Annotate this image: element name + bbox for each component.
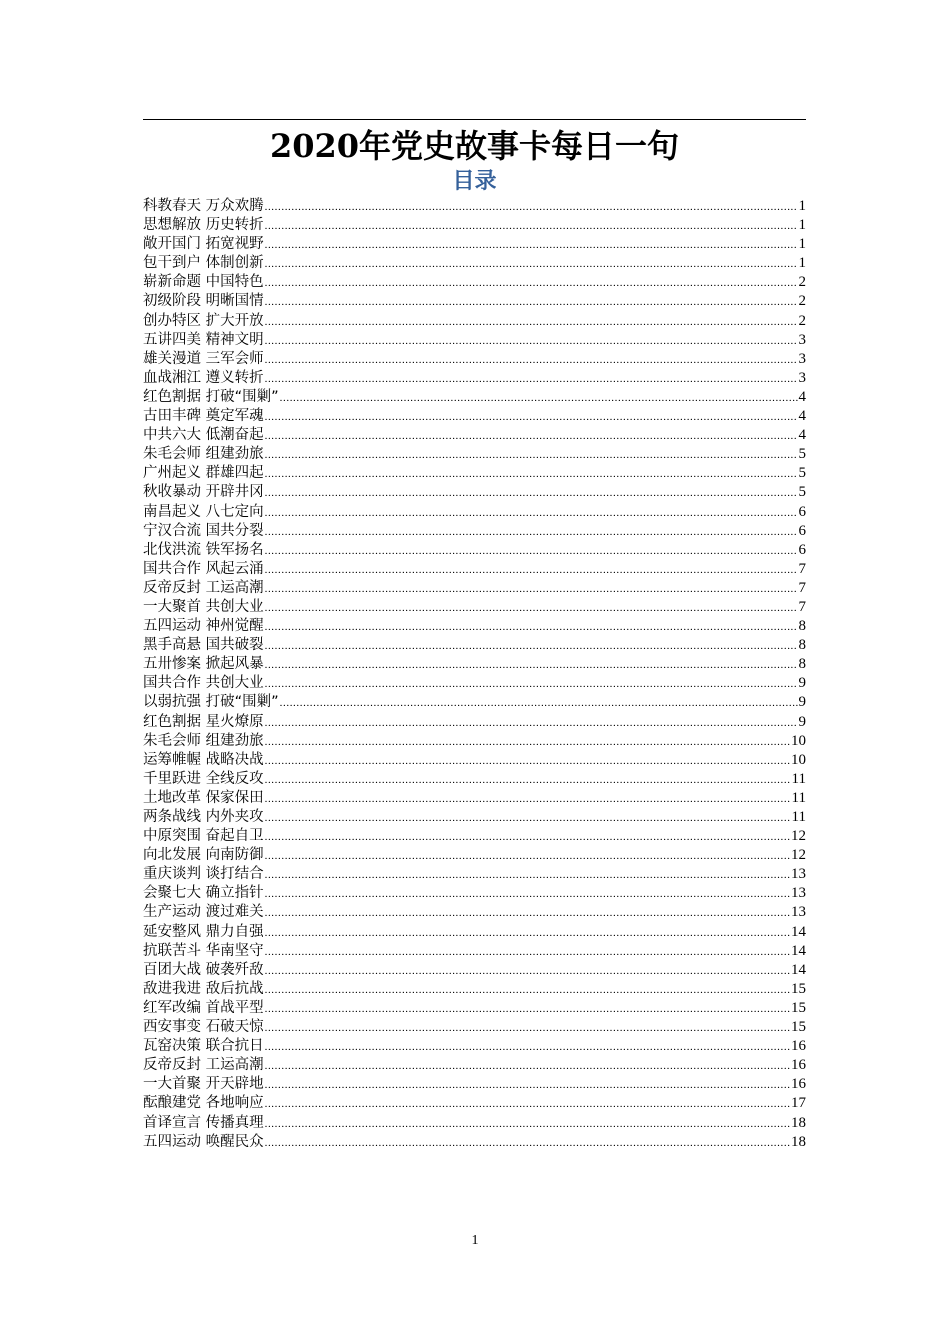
toc-entry-page: 5 xyxy=(798,446,806,463)
toc-dot-leader xyxy=(265,790,791,809)
toc-entry-label: 五四运动 唤醒民众 xyxy=(143,1133,264,1150)
toc-entry[interactable] xyxy=(143,522,806,541)
toc-entry-page: 3 xyxy=(798,369,806,386)
toc-dot-leader xyxy=(265,446,798,465)
toc-entry[interactable] xyxy=(143,846,806,865)
toc-entry-label: 初级阶段 明晰国情 xyxy=(143,293,264,310)
toc-entry[interactable] xyxy=(143,292,806,311)
toc-entry[interactable] xyxy=(143,1114,806,1133)
toc-dot-leader xyxy=(265,618,798,637)
toc-entry[interactable] xyxy=(143,426,806,445)
document-title: 2020年党史故事卡每日一句 xyxy=(269,127,680,165)
toc-entry-page: 11 xyxy=(791,789,806,806)
toc-dot-leader xyxy=(265,313,798,332)
toc-entry-label: 会聚七大 确立指针 xyxy=(143,885,264,902)
toc-entry-page: 2 xyxy=(798,312,806,329)
toc-entry[interactable] xyxy=(143,560,806,579)
toc-entry-page: 13 xyxy=(791,866,806,883)
toc-dot-leader xyxy=(280,389,798,408)
toc-entry[interactable] xyxy=(143,388,806,407)
toc-entry[interactable] xyxy=(143,369,806,388)
toc-entry[interactable] xyxy=(143,216,806,235)
toc-dot-leader xyxy=(265,351,798,370)
toc-entry-page: 4 xyxy=(798,408,806,425)
toc-entry-label: 红色割据 打破“围剿” xyxy=(143,388,279,405)
toc-entry-page: 15 xyxy=(791,999,806,1016)
toc-entry[interactable] xyxy=(143,903,806,922)
toc-entry-label: 朱毛会师 组建劲旅 xyxy=(143,446,264,463)
toc-entry-page: 10 xyxy=(791,732,806,749)
toc-entry-label: 五讲四美 精神文明 xyxy=(143,331,264,348)
toc-entry-label: 百团大战 破袭歼敌 xyxy=(143,961,264,978)
toc-dot-leader xyxy=(265,255,798,274)
toc-entry-page: 16 xyxy=(791,1038,806,1055)
toc-entry[interactable] xyxy=(143,1056,806,1075)
toc-dot-leader xyxy=(265,1057,790,1076)
toc-entry-page: 15 xyxy=(791,980,806,997)
toc-entry[interactable] xyxy=(143,312,806,331)
toc-dot-leader xyxy=(265,198,798,217)
toc-entry-page: 9 xyxy=(798,694,806,711)
toc-entry[interactable] xyxy=(143,732,806,751)
toc-entry-page: 2 xyxy=(798,274,806,291)
toc-entry-label: 敞开国门 拓宽视野 xyxy=(143,236,264,253)
toc-entry-label: 创办特区 扩大开放 xyxy=(143,312,264,329)
toc-dot-leader xyxy=(265,523,798,542)
toc-entry-label: 反帝反封 工运高潮 xyxy=(143,1057,264,1074)
toc-entry-page: 9 xyxy=(798,713,806,730)
toc-entry-label: 反帝反封 工运高潮 xyxy=(143,579,264,596)
toc-dot-leader xyxy=(265,809,791,828)
toc-dot-leader xyxy=(265,504,798,523)
toc-dot-leader xyxy=(265,1076,790,1095)
toc-entry-label: 以弱抗强 打破“围剿” xyxy=(143,694,279,711)
toc-entry-page: 8 xyxy=(798,637,806,654)
toc-entry[interactable] xyxy=(143,980,806,999)
toc-dot-leader xyxy=(265,1038,790,1057)
toc-entry-label: 南昌起义 八七定向 xyxy=(143,503,264,520)
toc-entry-page: 5 xyxy=(798,465,806,482)
toc-entry-page: 17 xyxy=(791,1095,806,1112)
toc-entry-label: 国共合作 风起云涌 xyxy=(143,560,264,577)
header-rule xyxy=(143,119,806,120)
toc-entry[interactable] xyxy=(143,808,806,827)
toc-entry-label: 雄关漫道 三军会师 xyxy=(143,350,264,367)
toc-entry[interactable] xyxy=(143,999,806,1018)
toc-dot-leader xyxy=(265,675,798,694)
toc-entry[interactable] xyxy=(143,464,806,483)
toc-entry-page: 11 xyxy=(791,809,806,825)
toc-entry-label: 朱毛会师 组建劲旅 xyxy=(143,732,264,749)
toc-entry[interactable] xyxy=(143,579,806,598)
toc-entry-label: 血战湘江 遵义转折 xyxy=(143,369,264,386)
toc-dot-leader xyxy=(265,236,798,255)
toc-entry-label: 北伐洪流 铁军扬名 xyxy=(143,541,264,558)
toc-entry-page: 12 xyxy=(791,847,806,864)
toc-entry[interactable] xyxy=(143,1075,806,1094)
toc-entry-label: 黑手高悬 国共破裂 xyxy=(143,637,264,654)
toc-entry-label: 国共合作 共创大业 xyxy=(143,675,264,692)
toc-entry-label: 五卅惨案 掀起风暴 xyxy=(143,656,264,673)
toc-dot-leader xyxy=(265,962,790,981)
toc-dot-leader xyxy=(280,694,798,713)
toc-entry[interactable] xyxy=(143,483,806,502)
toc-entry-label: 宁汉合流 国共分裂 xyxy=(143,522,264,539)
toc-entry[interactable] xyxy=(143,331,806,350)
toc-dot-leader xyxy=(265,293,798,312)
toc-dot-leader xyxy=(265,274,798,293)
toc-entry[interactable] xyxy=(143,1018,806,1037)
toc-entry[interactable] xyxy=(143,923,806,942)
toc-dot-leader xyxy=(265,465,798,484)
toc-entry-label: 红军改编 首战平型 xyxy=(143,999,264,1016)
toc-entry[interactable] xyxy=(143,961,806,980)
toc-entry-page: 18 xyxy=(791,1133,806,1150)
toc-entry-label: 首译宣言 传播真理 xyxy=(143,1114,264,1131)
toc-dot-leader xyxy=(265,981,790,1000)
toc-dot-leader xyxy=(265,370,798,389)
toc-entry-page: 4 xyxy=(798,388,806,405)
toc-entry-page: 5 xyxy=(798,484,806,501)
toc-entry-page: 18 xyxy=(791,1114,806,1131)
toc-entry-page: 8 xyxy=(798,656,806,673)
toc-entry[interactable] xyxy=(143,693,806,712)
toc-entry-label: 科教春天 万众欢腾 xyxy=(143,198,264,214)
toc-entry[interactable] xyxy=(143,942,806,961)
toc-dot-leader xyxy=(265,866,790,885)
toc-entry-label: 广州起义 群雄四起 xyxy=(143,465,264,482)
toc-entry[interactable] xyxy=(143,827,806,846)
toc-dot-leader xyxy=(265,1000,790,1019)
toc-entry[interactable] xyxy=(143,254,806,273)
toc-entry[interactable] xyxy=(143,751,806,770)
toc-dot-leader xyxy=(265,885,790,904)
toc-entry[interactable] xyxy=(143,1133,806,1152)
toc-dot-leader xyxy=(265,656,798,675)
toc-entry-label: 古田丰碑 奠定军魂 xyxy=(143,408,264,425)
toc-dot-leader xyxy=(265,943,790,962)
toc-entry-label: 千里跃进 全线反攻 xyxy=(143,770,264,787)
toc-entry-page: 15 xyxy=(791,1019,806,1036)
toc-entry[interactable] xyxy=(143,1094,806,1113)
toc-entry-label: 中原突围 奋起自卫 xyxy=(143,828,264,845)
toc-entry-label: 敌进我进 敌后抗战 xyxy=(143,980,264,997)
toc-dot-leader xyxy=(265,733,790,752)
toc-entry[interactable] xyxy=(143,350,806,369)
toc-entry-page: 4 xyxy=(798,427,806,444)
toc-entry-label: 包干到户 体制创新 xyxy=(143,255,264,272)
toc-entry[interactable] xyxy=(143,197,806,216)
toc-dot-leader xyxy=(265,904,790,923)
toc-entry-label: 五四运动 神州觉醒 xyxy=(143,618,264,635)
toc-entry[interactable] xyxy=(143,884,806,903)
toc-dot-leader xyxy=(265,542,798,561)
toc-entry-page: 9 xyxy=(798,675,806,692)
toc-entry-page: 2 xyxy=(798,293,806,310)
toc-entry[interactable] xyxy=(143,770,806,789)
toc-entry-page: 10 xyxy=(791,751,806,768)
toc-entry-page: 6 xyxy=(798,522,806,539)
toc-entry-label: 中共六大 低潮奋起 xyxy=(143,427,264,444)
toc-entry-page: 7 xyxy=(798,598,806,615)
table-of-contents xyxy=(143,197,806,1152)
toc-entry-label: 运筹帷幄 战略决战 xyxy=(143,751,264,768)
toc-dot-leader xyxy=(265,217,798,236)
toc-entry-page: 16 xyxy=(791,1076,806,1093)
toc-entry[interactable] xyxy=(143,503,806,522)
toc-entry-page: 14 xyxy=(791,942,806,959)
toc-dot-leader xyxy=(265,752,790,771)
toc-entry-label: 崭新命题 中国特色 xyxy=(143,274,264,291)
toc-entry-label: 思想解放 历史转折 xyxy=(143,217,264,234)
toc-dot-leader xyxy=(265,408,798,427)
toc-entry-page: 13 xyxy=(791,904,806,921)
toc-entry-label: 西安事变 石破天惊 xyxy=(143,1019,264,1036)
toc-dot-leader xyxy=(265,332,798,351)
toc-entry-page: 1 xyxy=(798,255,806,272)
toc-entry-label: 酝酿建党 各地响应 xyxy=(143,1095,264,1112)
toc-dot-leader xyxy=(265,847,790,866)
toc-entry-label: 瓦窑决策 联合抗日 xyxy=(143,1038,264,1055)
toc-entry[interactable] xyxy=(143,598,806,617)
toc-dot-leader xyxy=(265,1095,790,1114)
toc-entry[interactable] xyxy=(143,407,806,426)
toc-dot-leader xyxy=(265,924,790,943)
toc-entry[interactable] xyxy=(143,655,806,674)
toc-entry-label: 秋收暴动 开辟井冈 xyxy=(143,484,264,501)
toc-entry[interactable] xyxy=(143,789,806,808)
toc-dot-leader xyxy=(265,1134,790,1153)
toc-entry-label: 生产运动 渡过难关 xyxy=(143,904,264,921)
toc-entry[interactable] xyxy=(143,713,806,732)
toc-heading: 目录 xyxy=(452,169,497,194)
toc-entry[interactable] xyxy=(143,617,806,636)
toc-entry-page: 3 xyxy=(798,331,806,348)
toc-entry-label: 重庆谈判 谈打结合 xyxy=(143,866,264,883)
toc-entry-page: 1 xyxy=(798,217,806,234)
toc-entry-page: 1 xyxy=(798,236,806,253)
toc-entry-page: 1 xyxy=(798,198,806,214)
toc-entry[interactable] xyxy=(143,445,806,464)
toc-entry-page: 7 xyxy=(798,579,806,596)
toc-entry-label: 向北发展 向南防御 xyxy=(143,847,264,864)
toc-dot-leader xyxy=(265,771,791,790)
toc-dot-leader xyxy=(265,484,798,503)
toc-entry[interactable] xyxy=(143,273,806,292)
toc-entry[interactable] xyxy=(143,865,806,884)
page-number: 1 xyxy=(471,1233,479,1248)
toc-dot-leader xyxy=(265,828,790,847)
toc-entry-label: 两条战线 内外夹攻 xyxy=(143,809,264,825)
toc-entry[interactable] xyxy=(143,235,806,254)
toc-entry-page: 7 xyxy=(798,560,806,577)
toc-entry-page: 8 xyxy=(798,618,806,635)
toc-entry-page: 14 xyxy=(791,923,806,940)
toc-entry-page: 14 xyxy=(791,961,806,978)
toc-dot-leader xyxy=(265,1115,790,1134)
toc-entry[interactable] xyxy=(143,674,806,693)
toc-entry-page: 11 xyxy=(791,770,806,787)
toc-entry-page: 6 xyxy=(798,503,806,520)
toc-entry[interactable] xyxy=(143,1037,806,1056)
toc-dot-leader xyxy=(265,580,798,599)
toc-entry-page: 16 xyxy=(791,1057,806,1074)
toc-entry-page: 6 xyxy=(798,541,806,558)
toc-dot-leader xyxy=(265,427,798,446)
toc-entry-label: 土地改革 保家保田 xyxy=(143,789,264,806)
toc-entry[interactable] xyxy=(143,636,806,655)
toc-dot-leader xyxy=(265,561,798,580)
toc-entry-page: 12 xyxy=(791,828,806,845)
toc-entry-label: 抗联苦斗 华南坚守 xyxy=(143,942,264,959)
toc-dot-leader xyxy=(265,714,798,733)
toc-entry-label: 延安整风 鼎力自强 xyxy=(143,923,264,940)
toc-dot-leader xyxy=(265,1019,790,1038)
toc-entry-page: 3 xyxy=(798,350,806,367)
toc-dot-leader xyxy=(265,637,798,656)
toc-entry-page: 13 xyxy=(791,885,806,902)
toc-dot-leader xyxy=(265,599,798,618)
toc-entry-label: 红色割据 星火燎原 xyxy=(143,713,264,730)
toc-entry-label: 一大首聚 开天辟地 xyxy=(143,1076,264,1093)
toc-entry-label: 一大聚首 共创大业 xyxy=(143,598,264,615)
toc-entry[interactable] xyxy=(143,541,806,560)
